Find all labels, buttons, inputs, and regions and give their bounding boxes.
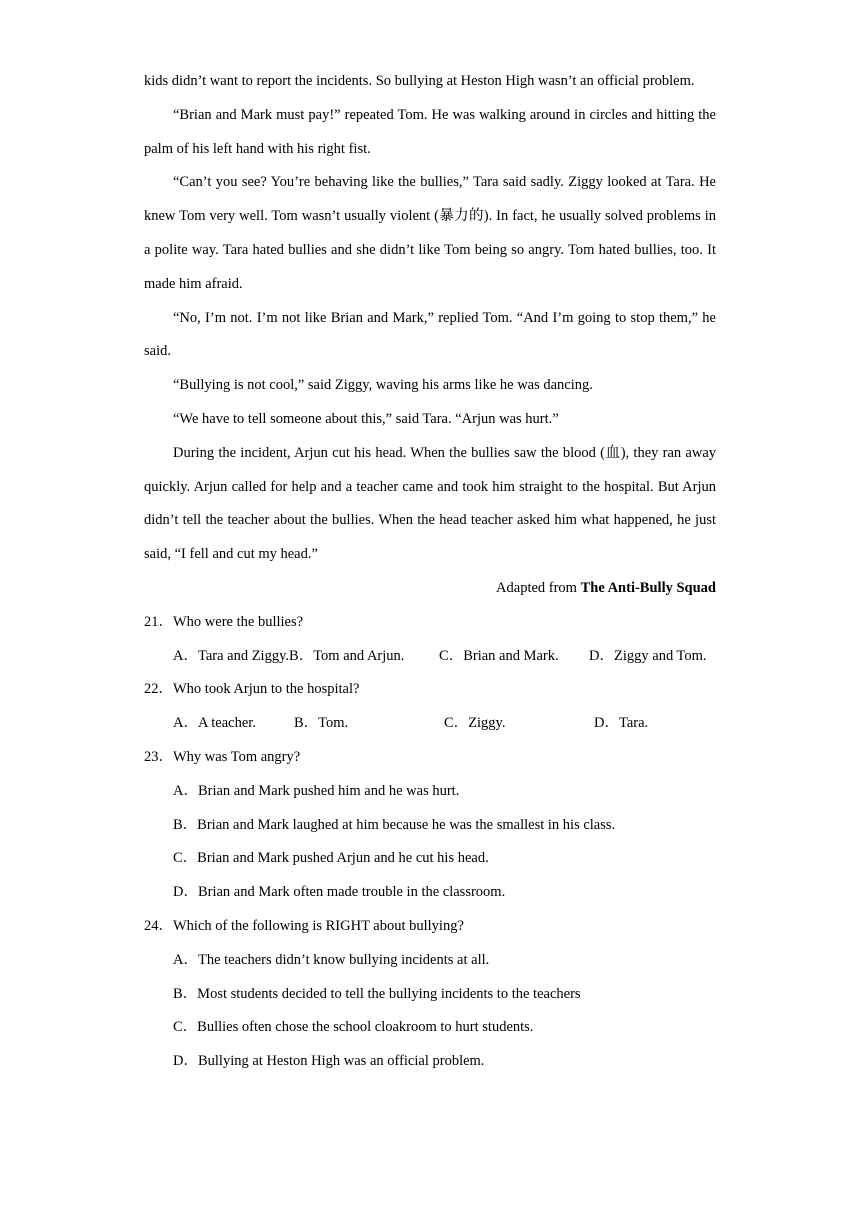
- source-prefix: Adapted from: [496, 579, 581, 596]
- passage-paragraph-5: “Bullying is not cool,” said Ziggy, waving his arms like he was dancing.: [173, 377, 593, 394]
- option-b[interactable]: B．Brian and Mark laughed at him because he was the smallest in his class.: [173, 816, 616, 833]
- option-a[interactable]: A．The teachers didn’t know bullying incidents at all.: [173, 951, 490, 968]
- option-a[interactable]: A．A teacher.: [173, 715, 256, 732]
- passage-paragraph-4: “No, I’m not. I’m not like Brian and Mark,” replied Tom. “And I’m going to stop them,” he said.: [144, 309, 716, 360]
- question-24: [144, 910, 716, 1079]
- option-row: [144, 640, 716, 674]
- option-a[interactable]: A．Brian and Mark pushed him and he was hurt.: [173, 782, 460, 799]
- passage-paragraph-1: kids didn’t want to report the incidents. So bullying at Heston High wasn’t an official problem.: [144, 73, 695, 89]
- question-21: [144, 606, 716, 674]
- passage-paragraph-6: “We have to tell someone about this,” said Tara. “Arjun was hurt.”: [173, 410, 559, 427]
- option-d[interactable]: D．Tara.: [594, 715, 649, 732]
- passage-paragraph-7: During the incident, Arjun cut his head. When the bullies saw the blood (血), they ran away quickly. Arjun called for help and a teacher came and took him straight to the hospital. But Arjun didn’t tell the teacher about the bullies. When the head teacher asked him what happened, he just said, “I fell and cut my head.”: [144, 444, 716, 563]
- option-d[interactable]: D．Brian and Mark often made trouble in the classroom.: [173, 884, 506, 901]
- question-22: [144, 673, 716, 741]
- option-c[interactable]: C．Bullies often chose the school cloakroom to hurt students.: [173, 1019, 534, 1036]
- option-list: [144, 944, 716, 1079]
- option-d[interactable]: D．Bullying at Heston High was an official problem.: [173, 1053, 485, 1070]
- passage-paragraph-3: “Can’t you see? You’re behaving like the bullies,” Tara said sadly. Ziggy looked at Tara. He knew Tom very well. Tom wasn’t usually violent (暴力的). In fact, he usually solved problems in a polite way. Tara hated bullies and she didn’t like Tom being so angry. Tom hated bullies, too. It made him afraid.: [144, 174, 716, 292]
- option-list: [144, 775, 716, 910]
- option-a[interactable]: A．Tara and Ziggy.: [173, 647, 290, 664]
- option-b[interactable]: B．Tom and Arjun.: [289, 647, 405, 664]
- question-stem: 21．Who were the bullies?: [144, 613, 304, 630]
- option-row: [144, 707, 716, 741]
- option-b[interactable]: B．Tom.: [294, 715, 349, 732]
- option-b[interactable]: B．Most students decided to tell the bullying incidents to the teachers: [173, 985, 581, 1002]
- option-c[interactable]: C．Ziggy.: [444, 715, 506, 732]
- passage-paragraph-2: “Brian and Mark must pay!” repeated Tom. He was walking around in circles and hitting the palm of his left hand with his right fist.: [144, 106, 716, 157]
- source-citation: [144, 572, 716, 606]
- source-title: The Anti-Bully Squad: [580, 579, 716, 596]
- question-stem: 22．Who took Arjun to the hospital?: [144, 681, 360, 698]
- question-23: [144, 741, 716, 910]
- option-c[interactable]: C．Brian and Mark pushed Arjun and he cut his head.: [173, 850, 489, 867]
- reading-passage: [144, 65, 716, 1079]
- question-stem: 23．Why was Tom angry?: [144, 748, 301, 765]
- question-stem: 24．Which of the following is RIGHT about bullying?: [144, 917, 464, 934]
- option-d[interactable]: D．Ziggy and Tom.: [589, 647, 707, 664]
- option-c[interactable]: C．Brian and Mark.: [439, 647, 559, 664]
